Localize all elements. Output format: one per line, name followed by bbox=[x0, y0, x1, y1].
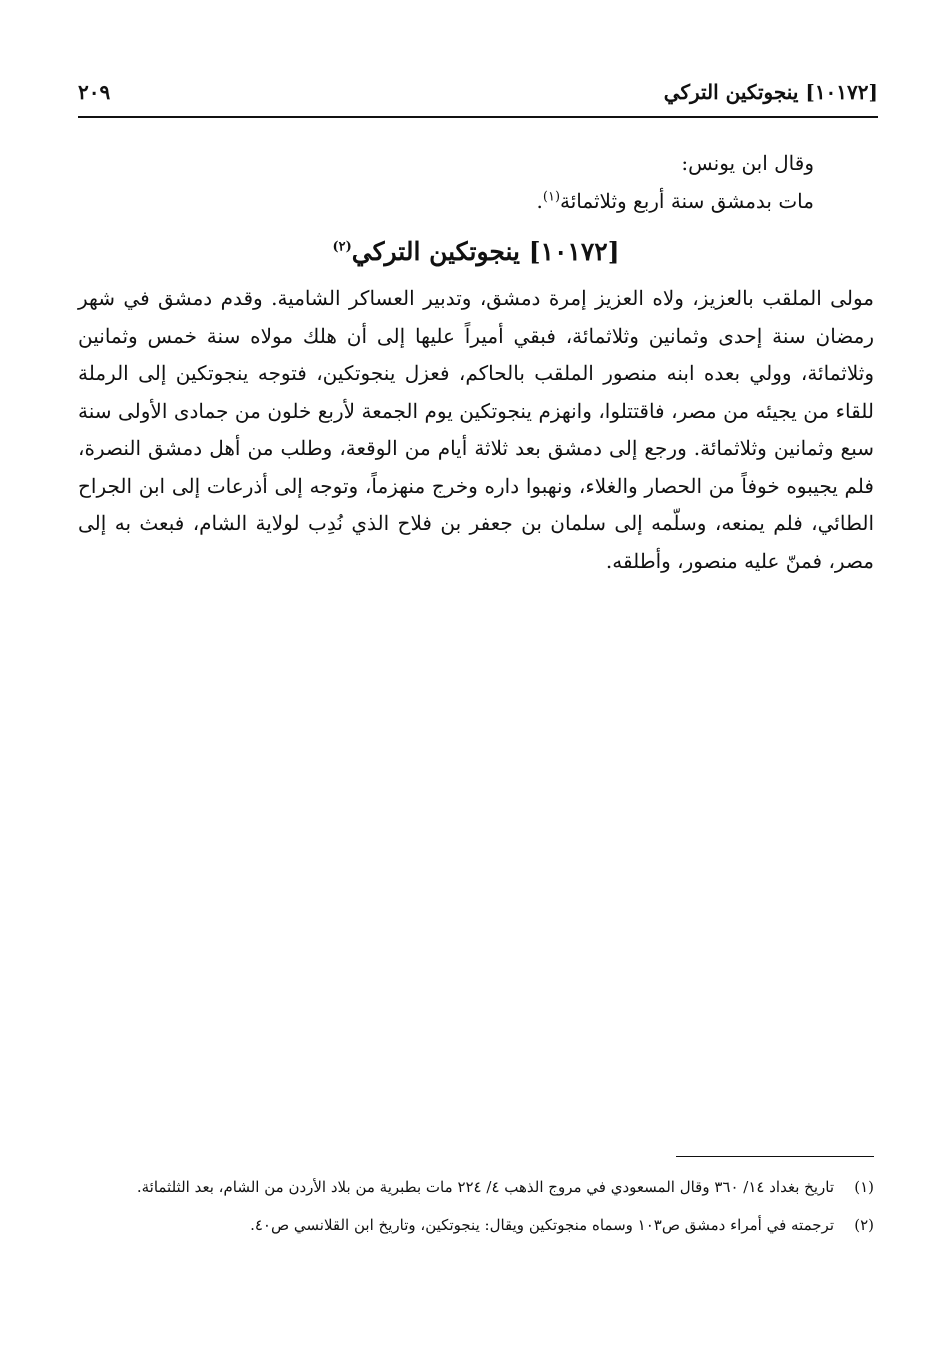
main-text bbox=[78, 145, 874, 580]
footnote-2 bbox=[78, 1210, 874, 1240]
footnote-1-text: تاريخ بغداد ١٤/ ٣٦٠ وقال المسعودي في مروج الذهب ٤/ ٢٢٤ مات بطبرية من بلاد الأردن من الشام، بعد الثلثمائة. bbox=[136, 1178, 834, 1196]
intro-death-text: مات بدمشق سنة أربع وثلاثمائة bbox=[560, 188, 814, 213]
intro-line: وقال ابن يونس: bbox=[681, 151, 814, 175]
footnote-rule bbox=[676, 1156, 874, 1157]
running-title: [١٠١٧٢] ينجوتكين التركي bbox=[663, 80, 878, 104]
intro-death-end: . bbox=[536, 188, 543, 213]
entry-paragraph: مولى الملقب بالعزيز، ولاه العزيز إمرة دمشق، وتدبير العساكر الشامية. وقدم دمشق في شهر رمضان سنة إحدى وثمانين وثلاثمائة، فبقي أميراً عليها إلى أن هلك مولاه سنة خمس وثمانين وثلاثمائة، وولي بعده ابنه منصور الملقب بالحاكم، فعزل ينجوتكين، فتوجه ينجوتكين إلى الرملة للقاء من يجيئه من مصر، فاقتتلوا، وانهزم ينجوتكين يوم الجمعة لأربع خلون من جمادى الأولى سنة سبع وثمانين وثلاثمائة. ورجع إلى دمشق بعد ثلاثة أيام من الوقعة، وطلب من أهل دمشق النصرة، فلم يجيبوه خوفاً من الحصار والغلاء، ونهبوا داره وخرج منهزماً، وتوجه إلى أذرعات إلى ابن الجراح الطائي، فلم يمنعه، وسلّمه إلى سلمان بن جعفر بن فلاح الذي نُدِب لولاية الشام، فبعث به إلى مصر، فمنّ عليه منصور، وأطلقه. bbox=[78, 286, 874, 573]
footnote-2-text: ترجمته في أمراء دمشق ص١٠٣ وسماه منجوتكين ويقال: ينجوتكين، وتاريخ ابن القلانسي ص٤٠. bbox=[250, 1216, 834, 1234]
footnote-1 bbox=[78, 1172, 874, 1202]
intro-death-line bbox=[78, 183, 874, 221]
entry-heading-text: [١٠١٧٢] ينجوتكين التركي bbox=[351, 237, 620, 266]
entry-heading bbox=[78, 230, 874, 274]
page-number: ٢٠٩ bbox=[78, 80, 111, 104]
footnotes bbox=[78, 1172, 874, 1240]
footnote-1-mark: (١) bbox=[854, 1178, 874, 1196]
footnote-2-mark: (٢) bbox=[854, 1216, 874, 1234]
running-header bbox=[78, 80, 878, 114]
header-rule bbox=[78, 116, 878, 118]
footnote-ref-2: (٢) bbox=[332, 239, 352, 255]
footnote-ref-1: (١) bbox=[542, 188, 561, 204]
